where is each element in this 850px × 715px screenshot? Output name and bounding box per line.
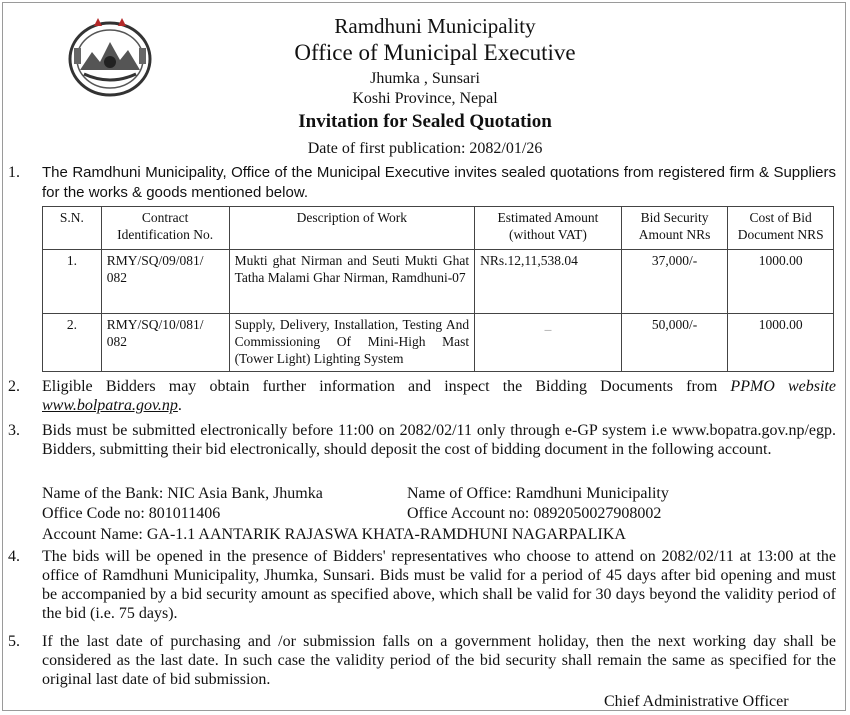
bid-table (42, 206, 834, 372)
cell-contract-id: RMY/SQ/10/081/ 082 (101, 314, 229, 372)
item-number: 3. (8, 422, 20, 439)
cell-description: Supply, Delivery, Installation, Testing And Commissioning Of Mini-High Mast (Tower Light) Lighting System (229, 314, 475, 372)
cell-bid-security: 37,000/- (621, 250, 728, 314)
cell-estimated-amount: _ (475, 314, 622, 372)
header-contract-id: Contract Identification No. (101, 207, 229, 250)
signature-title: Chief Administrative Officer (604, 693, 789, 710)
cell-description: Mukti ghat Nirman and Seuti Mukti Ghat Tatha Malami Ghar Nirman, Ramdhuni-07 (229, 250, 475, 314)
item-number: 2. (8, 378, 20, 395)
item-2-period: . (177, 397, 182, 414)
table-row (43, 314, 834, 372)
item-number: 4. (8, 548, 20, 565)
cell-contract-id: RMY/SQ/09/081/ 082 (101, 250, 229, 314)
item-2-body: Eligible Bidders may obtain further information and inspect the Bidding Documents from (42, 378, 718, 395)
office-code: Office Code no: 801011406 (42, 505, 221, 522)
header-bid-security: Bid Security Amount NRs (621, 207, 728, 250)
item-2-text (42, 377, 836, 415)
item-number: 1. (8, 164, 20, 181)
province-line: Koshi Province, Nepal (352, 90, 498, 107)
notice-title: Invitation for Sealed Quotation (298, 111, 552, 132)
office-account: Office Account no: 0892050027908002 (407, 505, 662, 522)
address-line: Jhumka , Sunsari (370, 70, 480, 87)
item-1-text: The Ramdhuni Municipality, Office of the Municipal Executive invites sealed quotations from registered firm & Suppliers for the works & goods mentioned below. (42, 164, 836, 201)
ppmo-website-label: PPMO website (730, 378, 836, 395)
cell-bid-doc-cost: 1000.00 (728, 250, 834, 314)
item-5-text: If the last date of purchasing and /or submission falls on a government holiday, then the next working day shall be considered as the last date. In such case the validity period of the bid security shall remain the same as specified for the original last date of bid submission. (42, 633, 836, 688)
item-3-text: Bids must be submitted electronically before 11:00 on 2082/02/11 only through e-GP system i.e www.bopatra.gov.np/egp. Bidders, submitting their bid electronically, should deposit the cost of bidding document in the following account. (42, 422, 836, 458)
header-sn: S.N. (43, 207, 102, 250)
bank-name: Name of the Bank: NIC Asia Bank, Jhumka (42, 485, 323, 502)
header-description: Description of Work (229, 207, 475, 250)
cell-sn: 1. (43, 250, 102, 314)
item-4-text: The bids will be opened in the presence of Bidders' representatives who choose to attend on 2082/02/11 at 13:00 at the office of Ramdhuni Municipality, Jhumka, Sunsari. Bids must be valid for a period of 45 days after bid opening and must be accompanied by a bid security amount as specified above, which shall be valid for 30 days beyond the validity period of the bid (i.e. 75 days). (42, 548, 836, 622)
item-number: 5. (8, 633, 20, 650)
cell-bid-security: 50,000/- (621, 314, 728, 372)
table-header-row (43, 207, 834, 250)
table-row (43, 250, 834, 314)
municipality-name: Ramdhuni Municipality (334, 14, 536, 38)
account-name: Account Name: GA-1.1 AANTARIK RAJASWA KHATA-RAMDHUNI NAGARPALIKA (42, 526, 626, 543)
header-bid-doc-cost: Cost of Bid Document NRS (728, 207, 834, 250)
office-name: Office of Municipal Executive (294, 40, 576, 65)
publication-date: Date of first publication: 2082/01/26 (307, 140, 543, 157)
bolpatra-link[interactable]: www.bolpatra.gov.np (42, 397, 178, 414)
cell-sn: 2. (43, 314, 102, 372)
cell-bid-doc-cost: 1000.00 (728, 314, 834, 372)
office-name-field: Name of Office: Ramdhuni Municipality (407, 485, 669, 502)
header-estimated-amount: Estimated Amount (without VAT) (475, 207, 622, 250)
cell-estimated-amount: NRs.12,11,538.04 (475, 250, 622, 314)
